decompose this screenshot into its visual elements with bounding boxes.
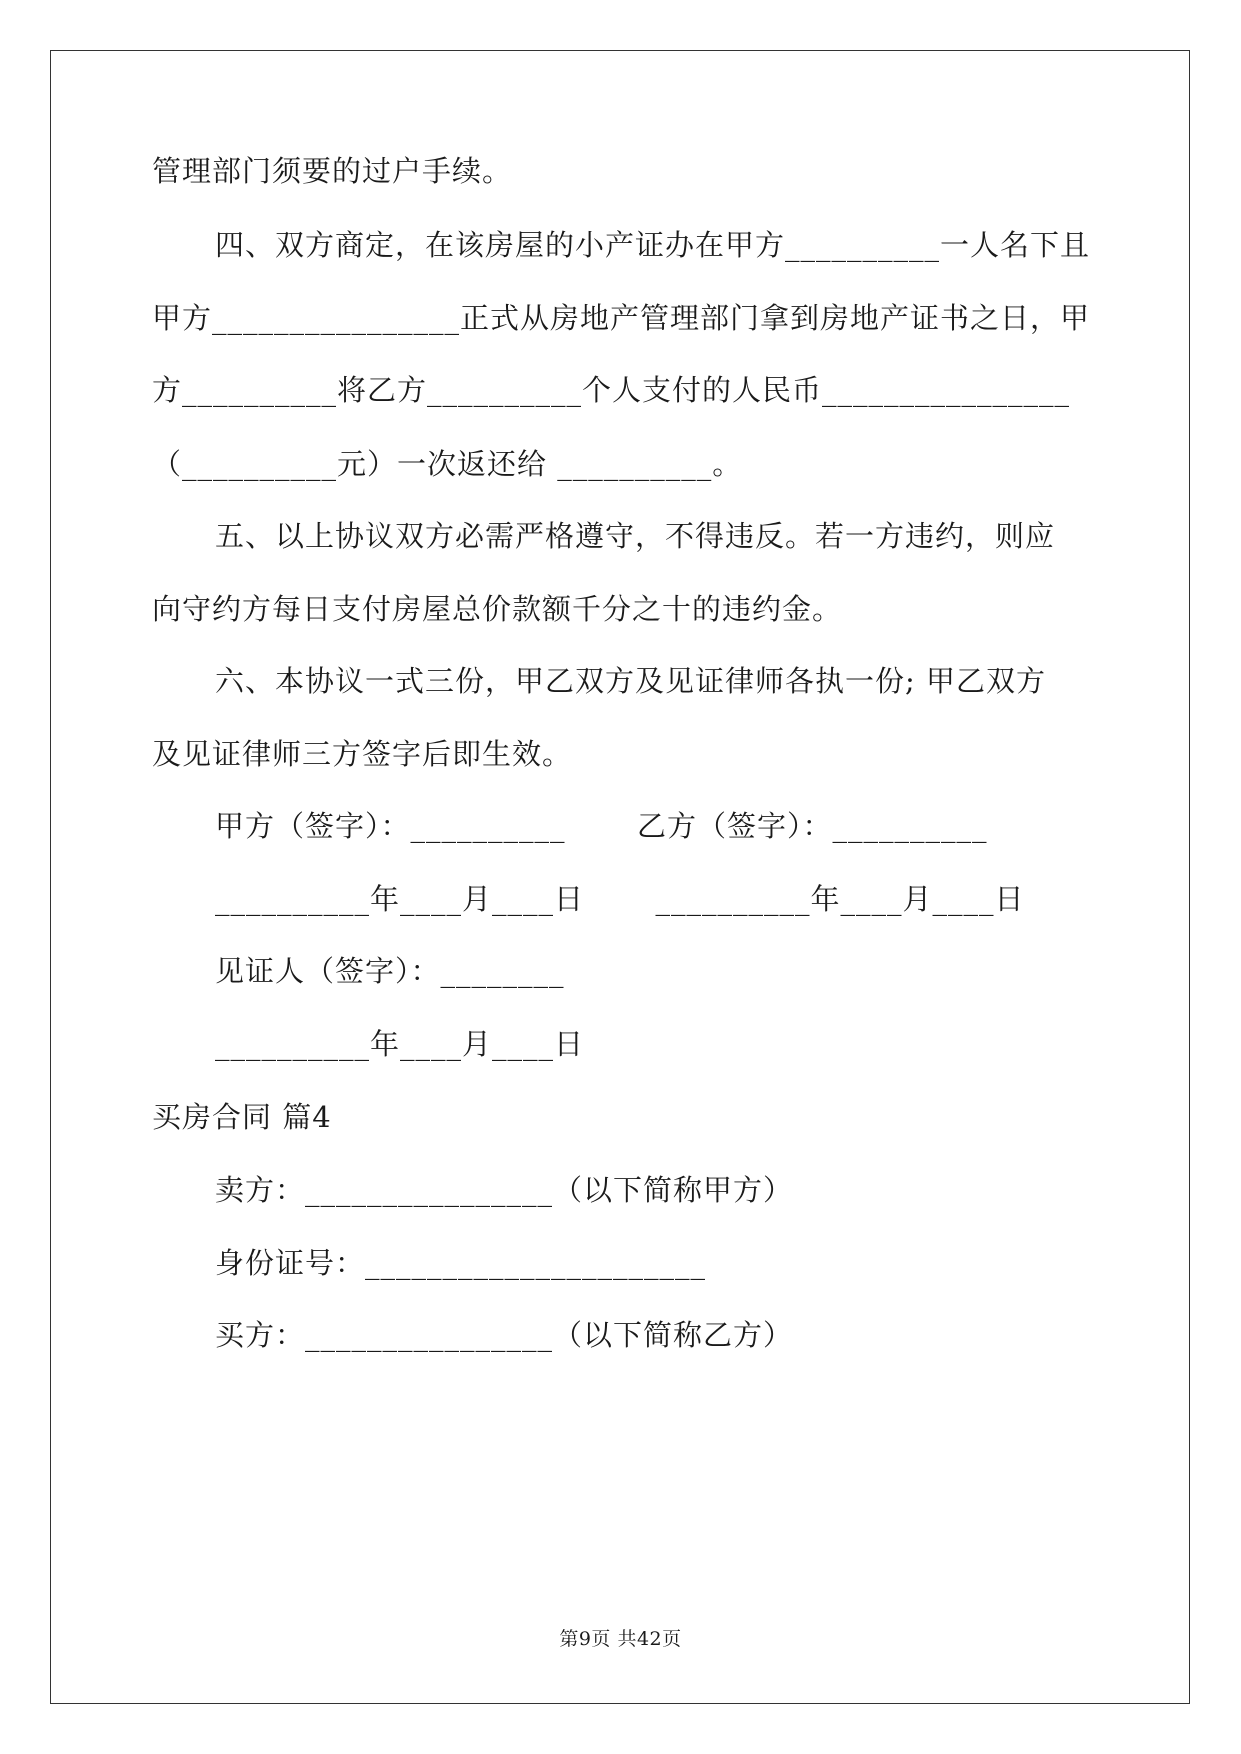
section-heading: 买房合同 篇4 [152,1100,332,1134]
clause-4-line-3: 方__________将乙方__________个人支付的人民币________________ [152,373,1071,407]
witness-signature: 见证人（签字）：________ [215,954,565,988]
buyer-field: 买方：________________（以下简称乙方） [215,1318,794,1352]
clause-4-line-4: （__________元）一次返还给 __________。 [152,447,743,481]
seller-field: 卖方：________________（以下简称甲方） [215,1173,794,1207]
text-line-1: 管理部门须要的过户手续。 [152,154,513,188]
id-number-field: 身份证号：______________________ [215,1246,707,1280]
clause-5-line-2: 向守约方每日支付房屋总价款额千分之十的违约金。 [152,592,843,626]
page-footer: 第9页 共42页 [559,1628,682,1650]
clause-5-line-1: 五、以上协议双方必需严格遵守，不得违反。若一方违约，则应 [215,519,1056,553]
clause-4-line-1: 四、双方商定，在该房屋的小产证办在甲方__________一人名下且 [215,228,1091,262]
signature-dates: __________年____月____日 __________年____月____日 [215,882,1025,916]
signature-parties: 甲方（签字）：__________ 乙方（签字）：__________ [215,809,988,843]
clause-6-line-2: 及见证律师三方签字后即生效。 [152,737,573,771]
clause-6-line-1: 六、本协议一式三份，甲乙双方及见证律师各执一份; 甲乙双方 [215,664,1046,698]
clause-4-line-2: 甲方________________正式从房地产管理部门拿到房地产证书之日，甲 [152,301,1091,335]
witness-date: __________年____月____日 [215,1027,585,1061]
